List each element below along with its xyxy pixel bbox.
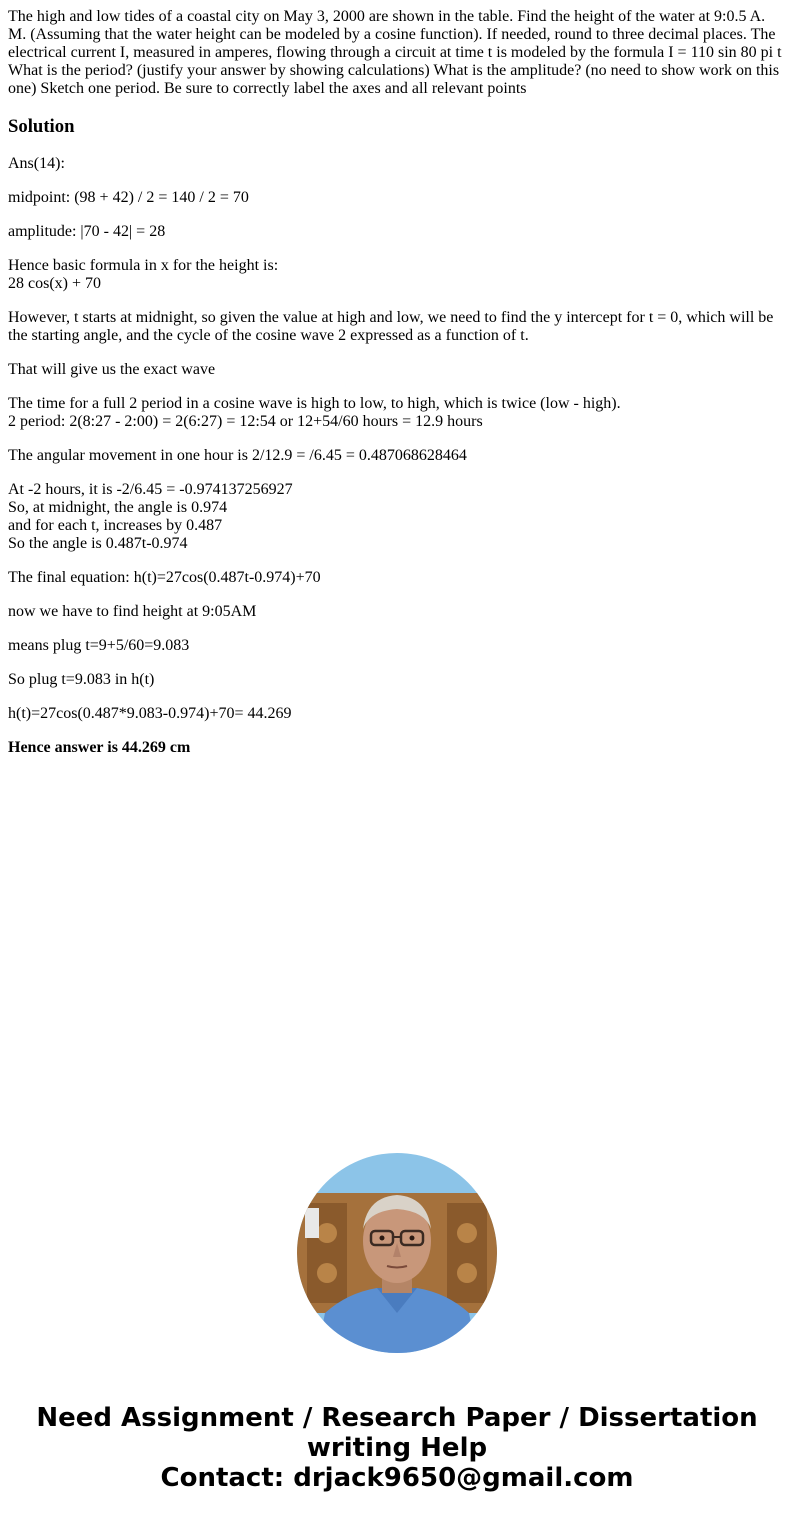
angle-block	[8, 481, 786, 553]
period-block	[8, 395, 786, 431]
find-height-line: now we have to find height at 9:05AM	[8, 603, 257, 620]
however-paragraph: However, t starts at midnight, so given the value at high and low, we need to find the y intercept for t = 0, which will be the starting angle, and the cycle of the cosine wave 2 expressed as a function of t.	[8, 309, 774, 344]
answer-label: Ans(14):	[8, 155, 65, 172]
amplitude-line: amplitude: |70 - 42| = 28	[8, 223, 166, 240]
final-answer: Hence answer is 44.269 cm	[8, 739, 191, 756]
period-calculation: 2 period: 2(8:27 - 2:00) = 2(6:27) = 12:54 or 12+54/60 hours = 12.9 hours	[8, 413, 483, 430]
final-equation-line: The final equation: h(t)=27cos(0.487t-0.974)+70	[8, 569, 321, 586]
solution-heading: Solution	[8, 116, 75, 137]
basic-formula-intro: Hence basic formula in x for the height is:	[8, 257, 279, 274]
basic-formula: 28 cos(x) + 70	[8, 275, 102, 292]
promo-banner	[0, 1403, 794, 1493]
plug-in-line: So plug t=9.083 in h(t)	[8, 671, 155, 688]
evaluation-line: h(t)=27cos(0.487*9.083-0.974)+70= 44.269	[8, 705, 292, 722]
angle-increment: and for each t, increases by 0.487	[8, 517, 223, 534]
document-content	[8, 8, 786, 757]
exact-wave-line: That will give us the exact wave	[8, 361, 216, 378]
question-text: The high and low tides of a coastal city on May 3, 2000 are shown in the table. Find the height of the water at 9:0.5 A. M. (Assuming that the water height can be modeled by a cosine function). If needed, round to three decimal places. The electrical current I, measured in amperes, flowing through a circuit at time t is modeled by the formula I = 110 sin 80 pi t What is the period? (justify your answer by showing calculations) What is the amplitude? (no need to show work on this one) Sketch one period. Be sure to correctly label the axes and all relevant points	[8, 8, 782, 97]
angle-expression: So the angle is 0.487t-0.974	[8, 535, 188, 552]
promo-line-1: Need Assignment / Research Paper / Dissertation	[36, 1403, 758, 1433]
angle-at-minus-two: At -2 hours, it is -2/6.45 = -0.974137256927	[8, 481, 293, 498]
angular-movement-line: The angular movement in one hour is 2/12.9 = /6.45 = 0.487068628464	[8, 447, 467, 464]
promo-contact: Contact: drjack9650@gmail.com	[160, 1463, 634, 1493]
promo-line-2: writing Help	[306, 1433, 488, 1463]
basic-formula-block	[8, 257, 786, 293]
angle-at-midnight: So, at midnight, the angle is 0.974	[8, 499, 228, 516]
full-period-intro: The time for a full 2 period in a cosine wave is high to low, to high, which is twice (low - high).	[8, 395, 621, 412]
plug-value-line: means plug t=9+5/60=9.083	[8, 637, 190, 654]
tutor-avatar	[297, 1153, 497, 1353]
midpoint-line: midpoint: (98 + 42) / 2 = 140 / 2 = 70	[8, 189, 249, 206]
